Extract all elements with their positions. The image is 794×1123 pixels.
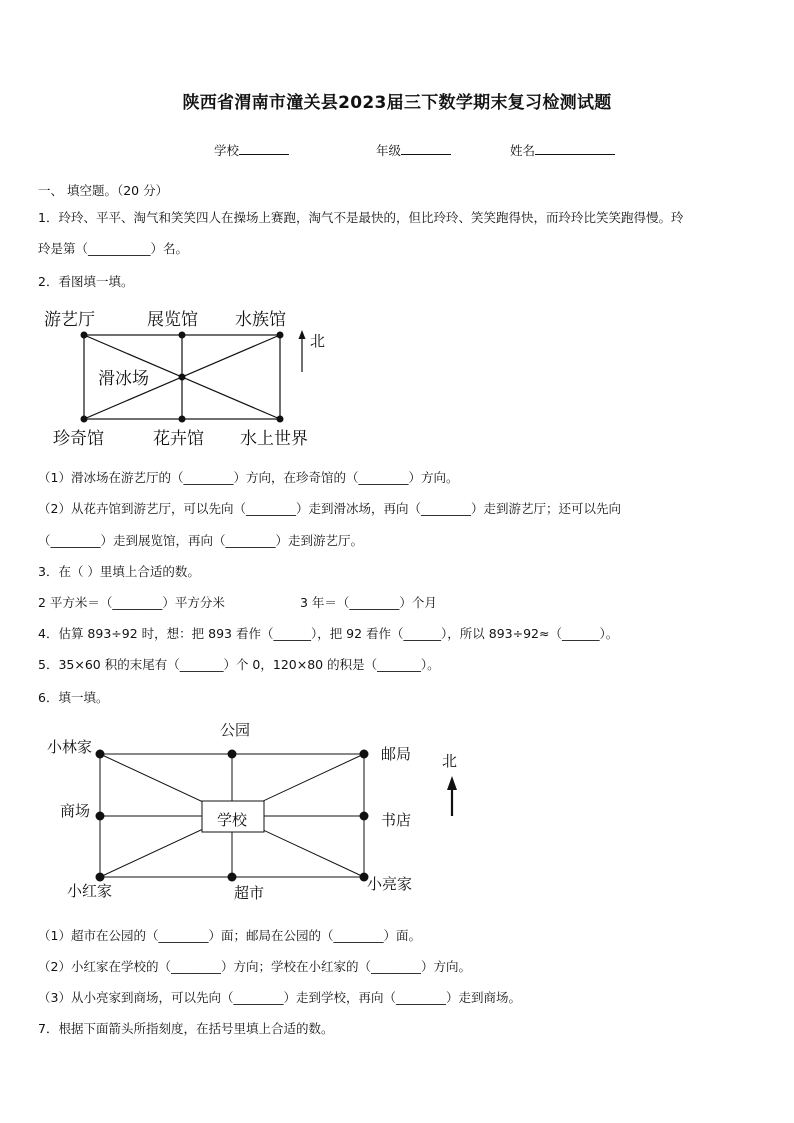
label-youju: 邮局 bbox=[381, 745, 412, 763]
q2-stem: 2．看图填一填。 bbox=[38, 274, 134, 289]
north-label: 北 bbox=[310, 332, 326, 350]
label-youyiting: 游艺厅 bbox=[44, 310, 95, 330]
q6-sub2: （2）小红家在学校的（________）方向；学校在小红家的（________）方向。 bbox=[38, 959, 471, 974]
map2-dot bbox=[96, 750, 105, 759]
north-label-2: 北 bbox=[442, 752, 458, 770]
q7: 7．根据下面箭头所指刻度，在括号里填上合适的数。 bbox=[38, 1021, 334, 1036]
label-xuexiao: 学校 bbox=[217, 811, 248, 829]
label-gongyuan: 公园 bbox=[220, 721, 251, 739]
q3-stem: 3．在（ ）里填上合适的数。 bbox=[38, 564, 200, 579]
map2-dot bbox=[228, 873, 237, 882]
label-shuishangshijie: 水上世界 bbox=[240, 429, 308, 449]
map2-dot bbox=[360, 812, 369, 821]
label-zhanlanguan: 展览馆 bbox=[147, 310, 198, 330]
q2-sub2b: （________）走到展览馆，再向（________）走到游艺厅。 bbox=[38, 533, 364, 548]
map2-dot bbox=[360, 750, 369, 759]
label-shudian: 书店 bbox=[381, 811, 412, 829]
map2-dot bbox=[228, 750, 237, 759]
q3-b: 3 年＝（________）个月 bbox=[300, 595, 437, 610]
q5: 5．35×60 积的末尾有（_______）个 0，120×80 的积是（_______）。 bbox=[38, 657, 440, 672]
q1-line2: 玲是第（__________）名。 bbox=[38, 241, 189, 256]
map2-dot bbox=[96, 812, 105, 821]
q2-sub2a: （2）从花卉馆到游艺厅，可以先向（________）走到滑冰场，再向（________）走到游艺厅；还可以先向 bbox=[38, 501, 621, 516]
label-xiaolinjia: 小林家 bbox=[47, 738, 93, 756]
name-label: 姓名 bbox=[510, 143, 536, 158]
north-arrow-icon-2 bbox=[447, 776, 457, 790]
grade-label: 年级 bbox=[376, 143, 402, 158]
label-zhenqiguan: 珍奇馆 bbox=[53, 429, 104, 449]
label-huabingchang: 滑冰场 bbox=[98, 369, 149, 389]
label-huahuiguan: 花卉馆 bbox=[153, 429, 204, 449]
map2-dot bbox=[96, 873, 105, 882]
q6-sub1: （1）超市在公园的（________）面；邮局在公园的（________）面。 bbox=[38, 928, 421, 943]
q4: 4．估算 893÷92 时，想：把 893 看作（______），把 92 看作（______），所以 893÷92≈（______）。 bbox=[38, 626, 619, 641]
label-chaoshi: 超市 bbox=[234, 884, 265, 902]
label-shuizuguan: 水族馆 bbox=[235, 310, 286, 330]
label-xiaohongjia: 小红家 bbox=[67, 882, 113, 900]
label-xiaoliangjia: 小亮家 bbox=[367, 875, 413, 893]
school-label: 学校 bbox=[214, 143, 240, 158]
q6-stem: 6．填一填。 bbox=[38, 690, 109, 705]
q3-a: 2 平方米＝（________）平方分米 bbox=[38, 595, 225, 610]
q1-line1: 1．玲玲、平平、淘气和笑笑四人在操场上赛跑，淘气不是最快的，但比玲玲、笑笑跑得快，而玲玲比笑笑跑得慢。玲 bbox=[38, 210, 684, 225]
label-shangchang: 商场 bbox=[60, 802, 91, 820]
q2-sub1: （1）滑冰场在游艺厅的（________）方向，在珍奇馆的（________）方向。 bbox=[38, 470, 459, 485]
section-heading: 一、 填空题。（20 分） bbox=[38, 183, 169, 198]
page-title: 陕西省渭南市潼关县2023届三下数学期末复习检测试题 bbox=[182, 93, 612, 113]
q6-sub3: （3）从小亮家到商场，可以先向（________）走到学校，再向（________）走到商场。 bbox=[38, 990, 521, 1005]
